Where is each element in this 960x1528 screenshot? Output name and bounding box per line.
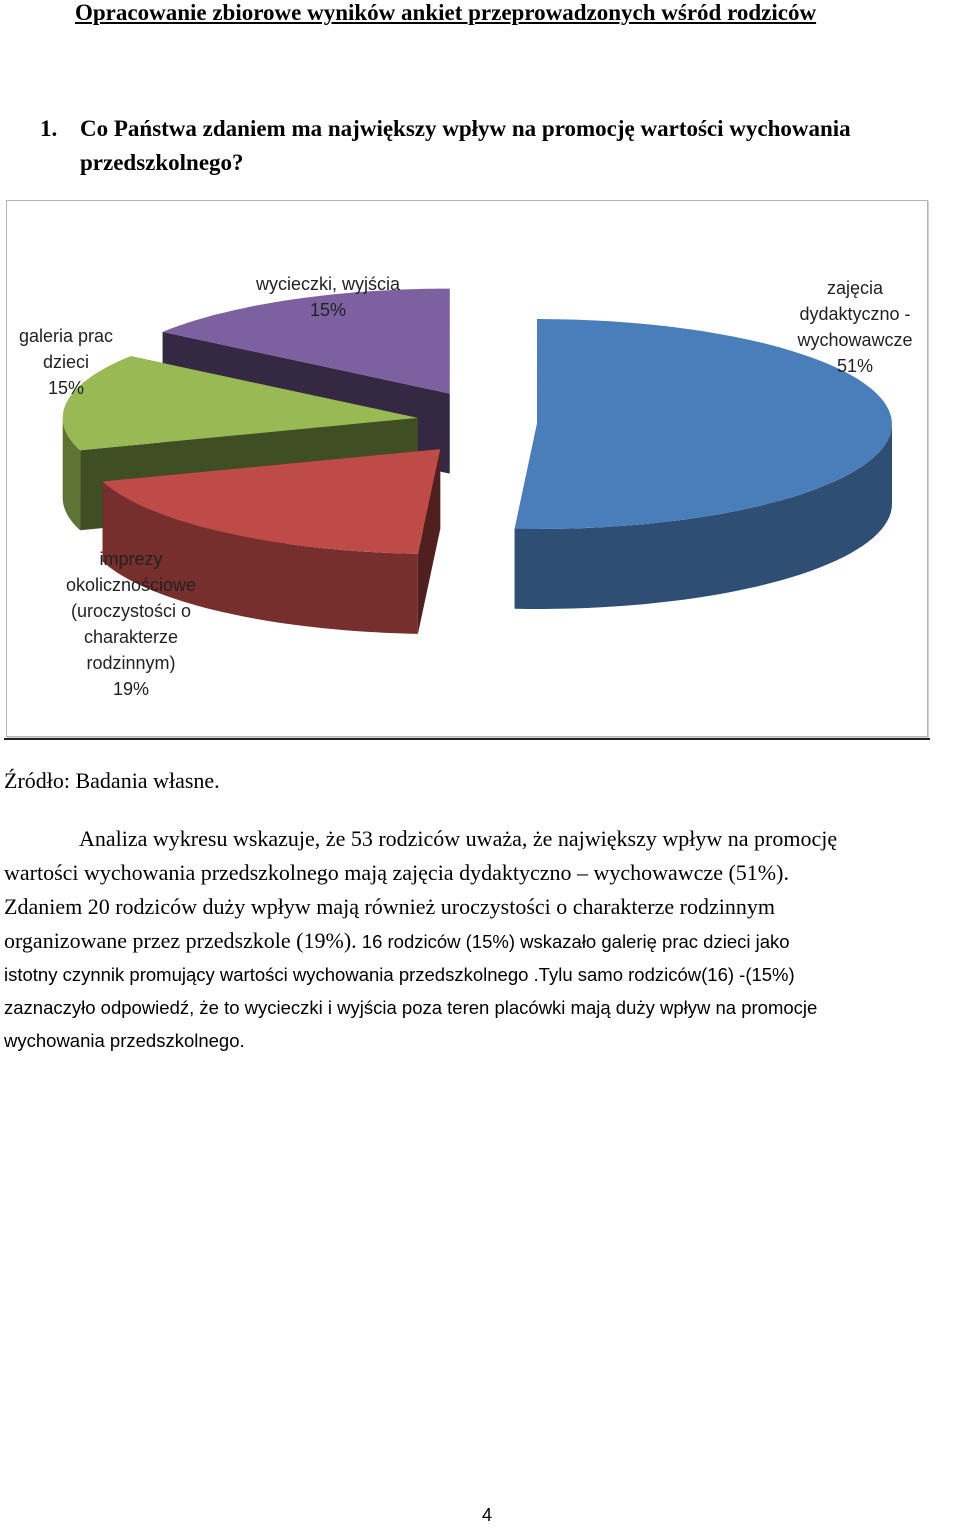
page-number: 4	[481, 1505, 492, 1525]
label-green: galeria prac dzieci 15%	[18, 326, 114, 398]
question-text: Co Państwa zdaniem ma największy wpływ na promocję wartości wychowania przedszkolnego?	[80, 116, 851, 175]
analysis-line-sans-part: 16 rodziców (15%) wskazało galerię prac dzieci jako	[356, 931, 790, 952]
analysis-line: wartości wychowania przedszkolnego mają zajęcia dydaktyczno – wychowawcze (51%).	[4, 860, 789, 885]
analysis-paragraph	[4, 822, 960, 1057]
chart-bottom-rule	[4, 738, 930, 740]
source-note: Źródło: Badania własne.	[4, 768, 220, 793]
chart-frame	[6, 200, 928, 737]
label-purple: wycieczki, wyjścia 15%	[255, 274, 401, 320]
analysis-line: istotny czynnik promujący wartości wychowania przedszkolnego .Tylu samo rodziców(16) -(15%)	[4, 964, 795, 985]
label-blue: zajęcia dydaktyczno - wychowawcze 51%	[797, 278, 913, 376]
analysis-line: Analiza wykresu wskazuje, że 53 rodziców uważa, że największy wpływ na promocję	[79, 826, 838, 851]
analysis-line	[4, 924, 960, 958]
question-number: 1.	[40, 116, 58, 141]
analysis-line: wychowania przedszkolnego.	[4, 1030, 245, 1051]
label-red: imprezy okolicznościowe (uroczystości o charakterze rodzinnym) 19%	[65, 549, 197, 699]
analysis-line: zaznaczyło odpowiedź, że to wycieczki i wyjścia poza teren placówki mają duży wpływ na promocje	[4, 997, 818, 1018]
page-title: Opracowanie zbiorowe wyników ankiet przeprowadzonych wśród rodziców	[75, 0, 817, 25]
analysis-line: Zdaniem 20 rodziców duży wpływ mają również uroczystości o charakterze rodzinnym	[4, 894, 775, 919]
analysis-line-serif-part: organizowane przez przedszkole (19%).	[4, 928, 357, 953]
